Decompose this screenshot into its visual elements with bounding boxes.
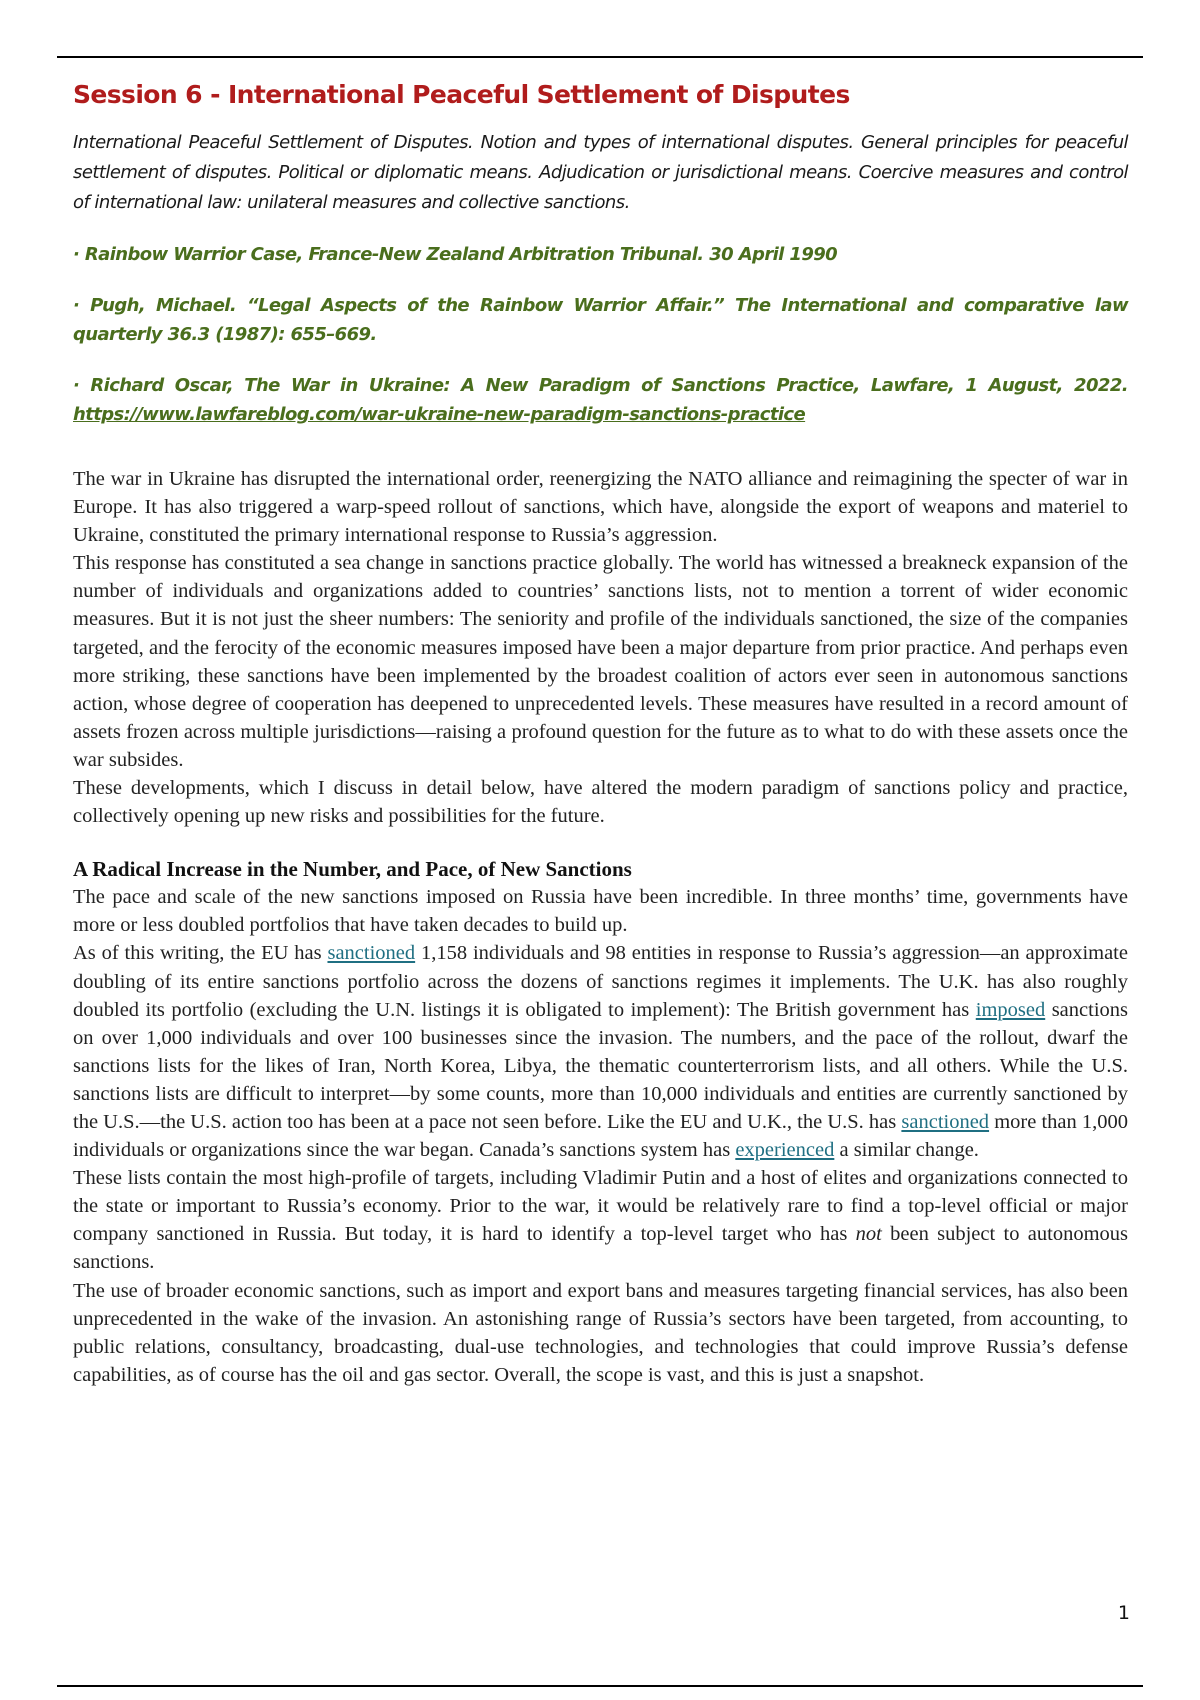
body-paragraph: The pace and scale of the new sanctions imposed on Russia have been incredible. In three months’ time, governments have more or less doubled portfolios that have taken decades to build up. [73, 886, 1128, 937]
paragraph-text: As of this writing, the EU has [73, 942, 328, 965]
canada-experienced-link[interactable]: experienced [735, 1139, 835, 1162]
paragraph-text: sanctions on over 1,000 individuals and over 100 businesses since the invasion. The numbers, and the pace of the rollout, dwarf the sanctions lists for the likes of Iran, North Korea, Libya, the thematic counterterrorism lists, and all others. While the U.S. sanctions lists are difficult to interpret—by some counts, more than 10,000 individuals and entities are currently sanctioned by the U.S.—the U.S. action too has been at a pace not seen before. Like the EU and U.K., the U.S. has [73, 998, 1128, 1133]
reference-rainbow-warrior-case [73, 240, 1128, 269]
body-paragraph [73, 939, 1128, 1164]
paragraph-text: a similar change. [834, 1139, 979, 1162]
lawfare-link[interactable]: https://www.lawfareblog.com/war-ukraine-new-paradigm-sanctions-practice [73, 404, 806, 425]
paragraph-text: more than 1,000 individuals or organizations since the war began. Canada’s sanctions system has [73, 1110, 1128, 1162]
body-paragraph: This response has constituted a sea change in sanctions practice globally. The world has witnessed a breakneck expansion of the number of individuals and organizations added to countries’ sanctions lists, not to mention a torrent of wider economic measures. But it is not just the sheer numbers: The seniority and profile of the individuals sanctioned, the size of the companies targeted, and the ferocity of the economic measures imposed have been a major departure from prior practice. And perhaps even more striking, these sanctions have been implemented by the broadest coalition of actors ever seen in autonomous sanctions action, whose degree of cooperation has deepened to unprecedented levels. These measures have resulted in a record amount of assets frozen across multiple jurisdictions—raising a profound question for the future as to what to do with these assets once the war subsides. [73, 552, 1128, 771]
session-summary: International Peaceful Settlement of Disputes. Notion and types of international disputes. General principles for peaceful settlement of disputes. Political or diplomatic means. Adjudication or jurisdictional means. Coercive measures and control of international law: unilateral measures and collective sanctions. [73, 132, 1128, 213]
top-divider [57, 56, 1143, 58]
section-heading: A Radical Increase in the Number, and Pace, of New Sanctions [73, 857, 632, 882]
reference-text: · Rainbow Warrior Case, France-New Zealand Arbitration Tribunal. 30 April 1990 [73, 244, 838, 265]
emphasis-text: not [855, 1223, 882, 1246]
reference-lawfare-article [73, 371, 1128, 429]
uk-imposed-link[interactable]: imposed [975, 998, 1046, 1021]
body-paragraph: The war in Ukraine has disrupted the international order, reenergizing the NATO alliance and reimagining the specter of war in Europe. It has also triggered a warp-speed rollout of sanctions, which have, alongside the export of weapons and materiel to Ukraine, constituted the primary international response to Russia’s aggression. [73, 468, 1128, 547]
paragraph-text: 1,158 individuals and 98 entities in response to Russia’s aggression—an approximate doubling of its entire sanctions portfolio across the dozens of sanctions regimes it implements. The U.K. has also roughly doubled its portfolio (excluding the U.N. listings it is obligated to implement): The British government has [73, 942, 1128, 1021]
us-sanctioned-link[interactable]: sanctioned [901, 1110, 990, 1133]
eu-sanctioned-link[interactable]: sanctioned [327, 942, 416, 965]
page-title: Session 6 - International Peaceful Settlement of Disputes [73, 80, 850, 109]
body-paragraph [73, 1164, 1128, 1276]
article-intro [73, 465, 1128, 830]
paragraph-text: These lists contain the most high-profile of targets, including Vladimir Putin and a host of elites and organizations connected to the state or important to Russia’s economy. Prior to the war, it would be relatively rare to find a top-level official or major company sanctioned in Russia. But today, it is hard to identify a top-level target who has [73, 1167, 1128, 1246]
reference-text: · Richard Oscar, The War in Ukraine: A New Paradigm of Sanctions Practice, Lawfare, 1 August, 2022. [73, 375, 1128, 396]
reference-pugh-article [73, 291, 1128, 349]
page-number: 1 [1117, 1602, 1130, 1624]
reference-text: · Pugh, Michael. “Legal Aspects of the Rainbow Warrior Affair.” The International and comparative law quarterly 36.3 (1987): 655–669. [73, 295, 1128, 345]
paragraph-text: been subject to autonomous sanctions. [73, 1223, 1128, 1274]
body-paragraph: The use of broader economic sanctions, such as import and export bans and measures targeting financial services, has also been unprecedented in the wake of the invasion. An astonishing range of Russia’s sectors have been targeted, from accounting, to public relations, consultancy, broadcasting, dual-use technologies, and technologies that could improve Russia’s defense capabilities, as of course has the oil and gas sector. Overall, the scope is vast, and this is just a snapshot. [73, 1279, 1128, 1386]
body-paragraph: These developments, which I discuss in detail below, have altered the modern paradigm of sanctions policy and practice, collectively opening up new risks and possibilities for the future. [73, 777, 1128, 828]
page-content [73, 70, 1128, 1389]
bottom-divider [57, 1685, 1143, 1687]
